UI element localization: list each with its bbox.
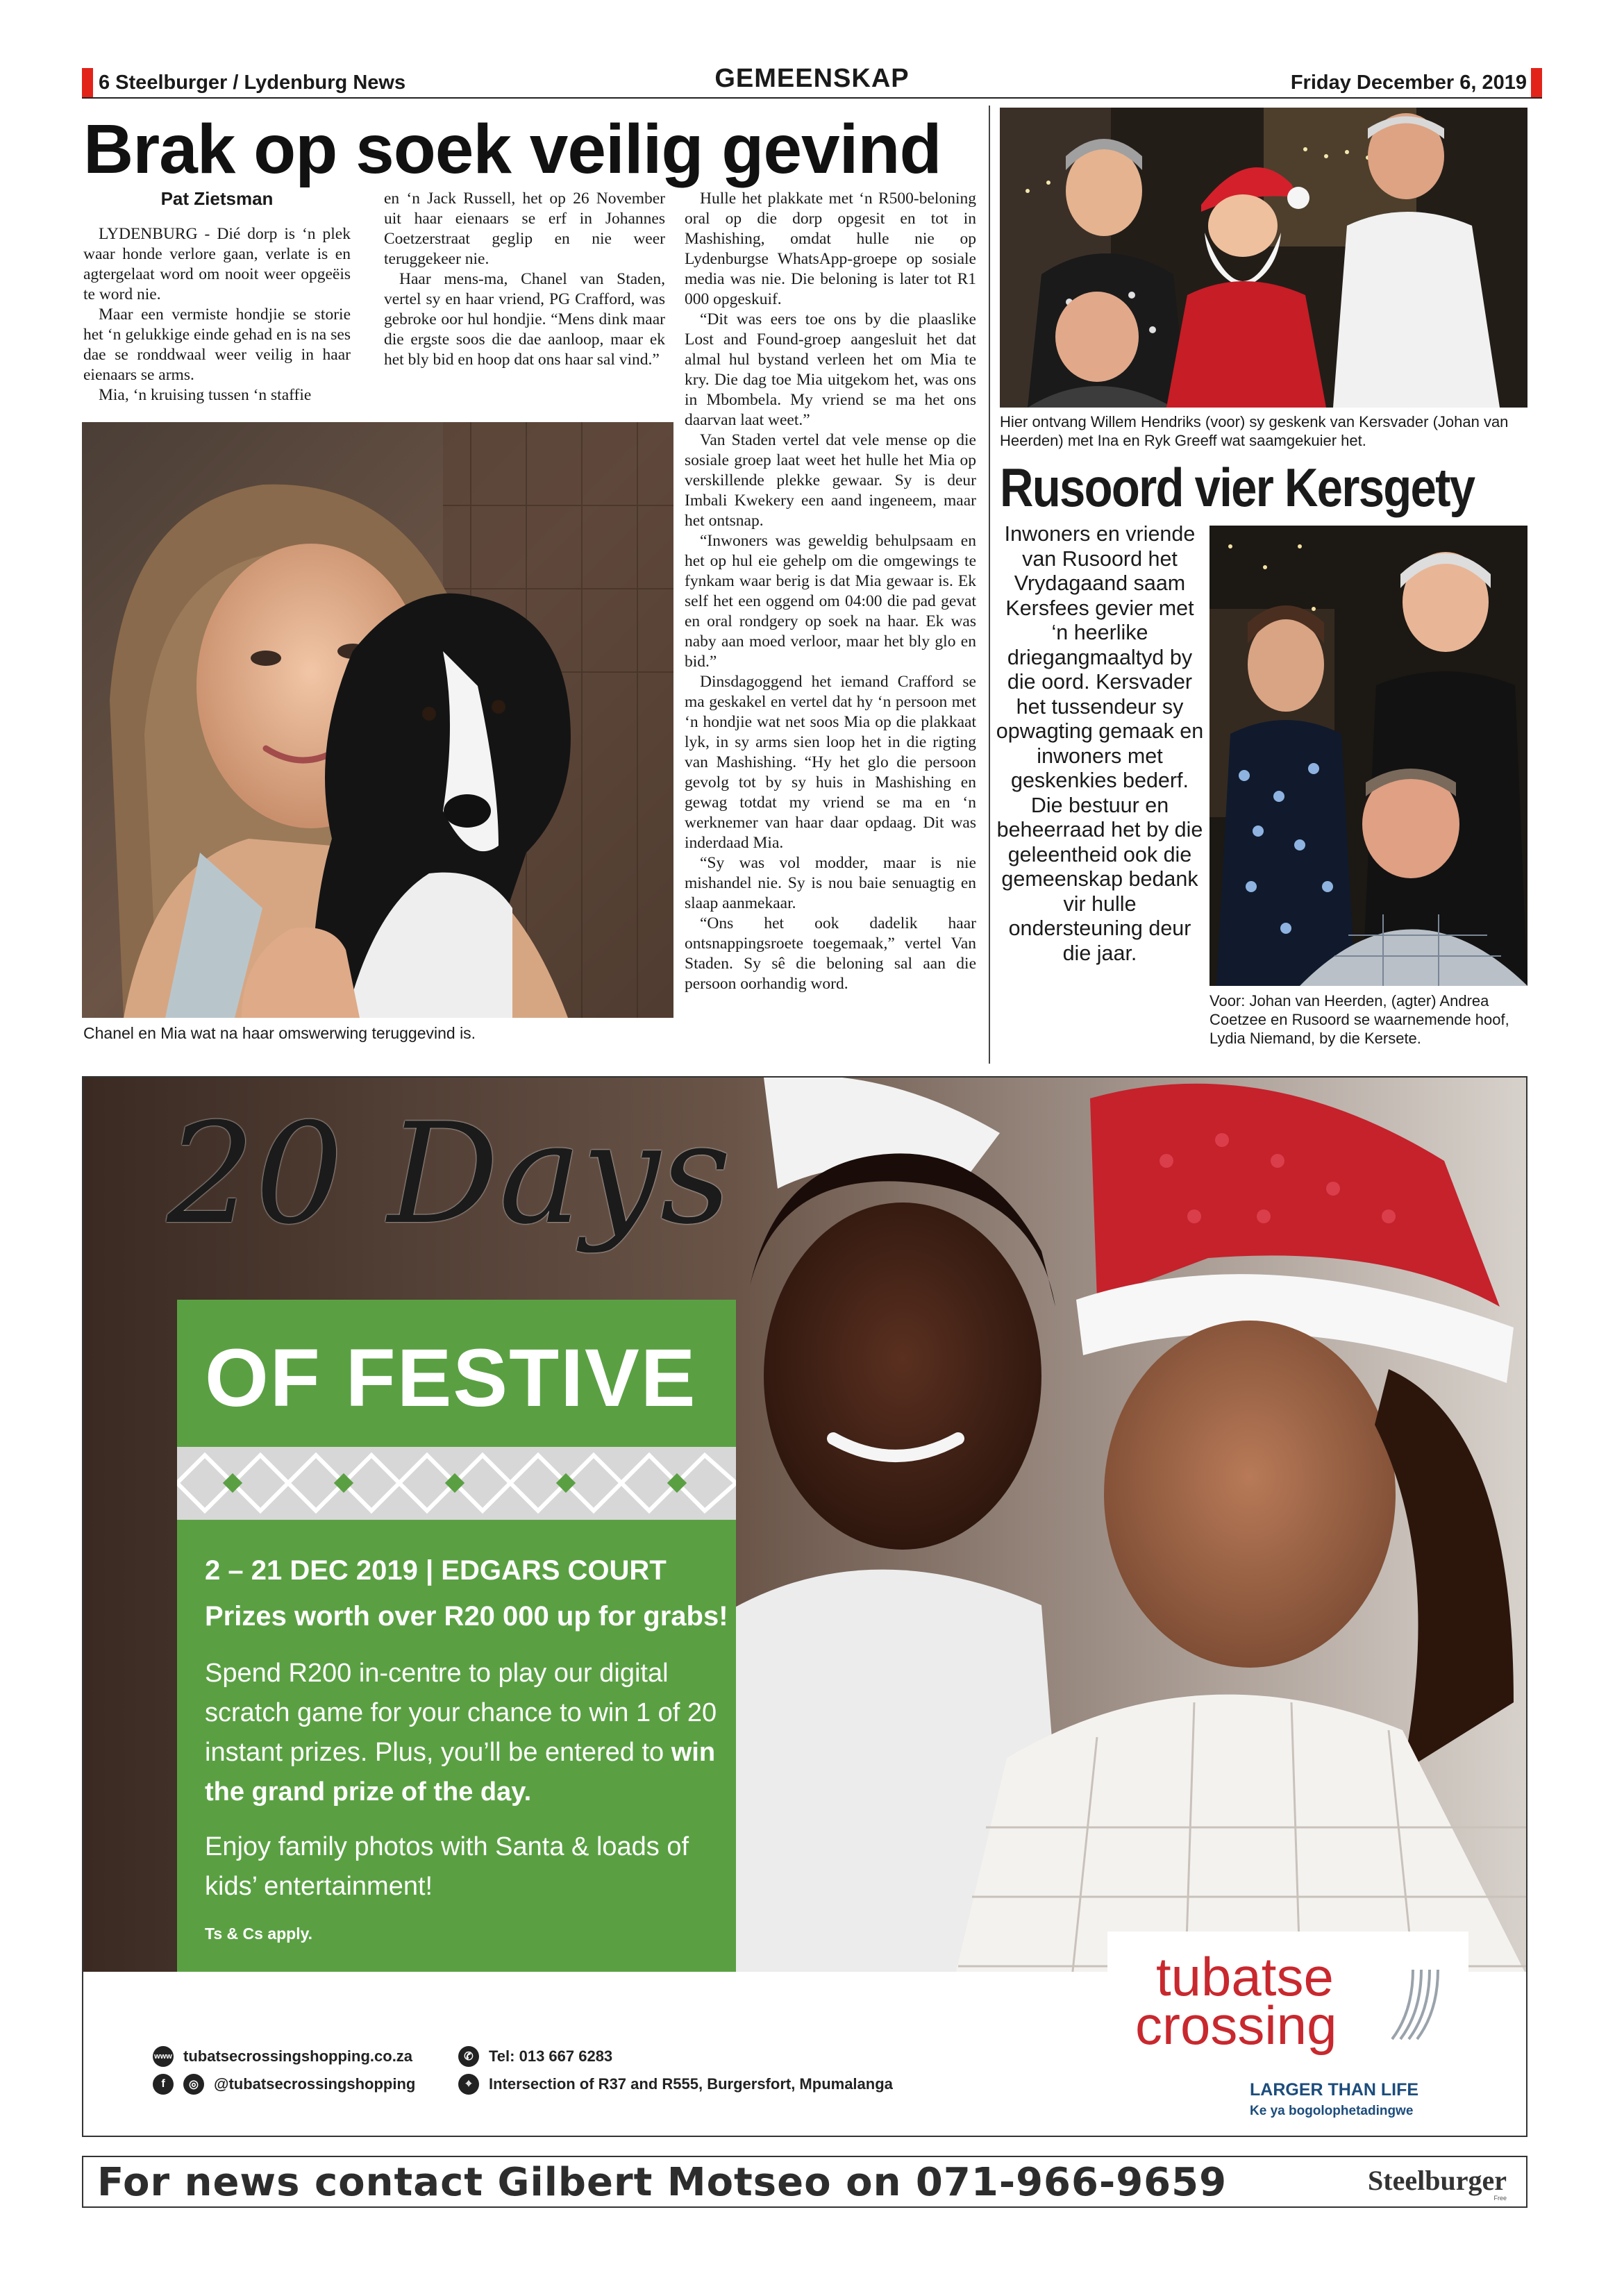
advert-body — [205, 1654, 719, 1812]
tubatse-crossing-advert[interactable] — [82, 1076, 1527, 2137]
paragraph: en ‘n Jack Russell, het op 26 November uit haar eienaars se erf in Johannes Coetzerstraat geglip en nie weer teruggekeer nie. — [384, 190, 665, 268]
location-pin-icon: ⌖ — [458, 2074, 479, 2095]
advert-address-text: Intersection of R37 and R555, Burgersfort, Mpumalanga — [489, 2075, 893, 2093]
paragraph: LYDENBURG - Dié dorp is ‘n plek waar honde verlore gaan, verlate is en agtergelaat word om nooit weer opgeëis te word nie. — [83, 225, 351, 303]
advert-website-text: tubatsecrossingshopping.co.za — [183, 2047, 413, 2065]
advert-website[interactable] — [153, 2046, 412, 2067]
header-rule — [82, 97, 1542, 99]
tubatse-crossing-logo — [1107, 1932, 1468, 2137]
advert-social-text: @tubatsecrossingshopping — [214, 2075, 416, 2093]
advert-social[interactable] — [153, 2074, 415, 2095]
header-accent-right — [1531, 68, 1542, 97]
advert-dates: 2 – 21 DEC 2019 | EDGARS COURT — [205, 1555, 667, 1586]
paragraph: Mia, ‘n kruising tussen ‘n staffie — [99, 386, 312, 404]
brand-stripes-icon — [1385, 1970, 1441, 2046]
article-headline: Brak op soek veilig gevind — [83, 110, 941, 188]
globe-icon: www — [153, 2046, 174, 2067]
article-column-1 — [83, 189, 351, 405]
advert-festive-title: OF FESTIVE — [205, 1332, 697, 1424]
paragraph: Haar mens-ma, Chanel van Staden, vertel sy en haar vriend, PG Crafford, was gebroke oor hul hondjie. “Mens dink maar die ergste soos die dae aanloop, maar ek het bly bid en hoop dat ons haar sal vind.” — [384, 270, 665, 369]
paragraph: Dinsdagoggend het iemand Crafford se ma geskakel en vertel dat hy ‘n persoon met ‘n hondjie wat net soos Mia op die plakkaat lyk, in sy arms sien loop het in die rigting van Mashishing. “Hy het glo die persoon gevolg tot by sy huis in Mashishing en gewag totdat my vriend se ma en ‘n werknemer van haar daar opdaag. Dit was inderdaad Mia. — [685, 673, 976, 852]
photo-caption-rusoord: Voor: Johan van Heerden, (agter) Andrea Coetzee en Rusoord se waarnemende hoof, Lydia Niemand, by die Kersete. — [1209, 992, 1509, 1047]
advert-body-second: Enjoy family photos with Santa & loads of kids’ entertainment! — [205, 1832, 689, 1901]
article2-blurb: Inwoners en vriende van Rusoord het Vrydagaand saam Kersfees gevier met ‘n heerlike driegangmaaltyd by die oord. Kersvader het tussendeur sy opwagting gemaak en inwoners met geskenkies bederf. Die bestuur en beheerraad het by die geleentheid ook die gemeenskap bedank vir hulle ondersteuning deur die jaar. — [996, 522, 1204, 965]
advert-terms: Ts & Cs apply. — [205, 1925, 313, 1943]
advert-body-text: Spend R200 in-centre to play our digital scratch game for your chance to win 1 of 20 instant prizes. Plus, you’ll be entered to — [205, 1659, 717, 1767]
steelburger-logo-sub: Free — [1493, 2195, 1507, 2202]
news-contact-footer — [82, 2156, 1527, 2208]
paragraph: “Inwoners was geweldig behulpsaam en het op hul eie gehelp om die omgewings te fynkam waar berig is dat Mia gewaar is. Ek self het een oggend om 04:00 die pad gevat en oral rondgery op soek na haar. Ek was naby aan moed verloor, maar het bly glo en bid.” — [685, 532, 976, 671]
column-divider — [989, 106, 990, 1064]
advert-prize-line: Prizes worth over R20 000 up for grabs! — [205, 1601, 728, 1632]
paragraph: “Ons het ook dadelik haar ontsnappingsroete toegemaak,” vertel Van Staden. Sy sê die beloning sal aan die persoon oorhandig word. — [685, 914, 976, 993]
paragraph: “Dit was eers toe ons by die plaaslike Lost and Found-groep aangesluit het dat almal hul bystand verleen het om Mia te kry. Die dag toe Mia uitgekom het, was ons in Mbombela. My vriend se ma het ons daarvan laat weet.” — [685, 310, 976, 429]
photo-caption-chanel: Chanel en Mia wat na haar omswerwing teruggevind is. — [83, 1024, 476, 1042]
paragraph: Hulle het plakkate met ‘n R500-beloning oral op die dorp opgesit en tot in Mashishing, omdat hulle nie op Lydenburgse WhatsApp-groepe op sosiale media was nie. Die beloning is later tot R1 000 opgeskuif. — [685, 190, 976, 308]
decorative-pattern-band — [177, 1447, 736, 1520]
instagram-icon: ◎ — [183, 2074, 204, 2095]
advert-telephone-text: Tel: 013 667 6283 — [489, 2047, 613, 2065]
brand-name — [1135, 1946, 1337, 2056]
footer-contact-text: For news contact Gilbert Motseo on 071-966-9659 — [97, 2160, 1228, 2205]
advert-address — [458, 2074, 893, 2095]
steelburger-logo: Steelburger — [1368, 2165, 1507, 2196]
photo-rusoord-christmas-dinner — [1209, 526, 1527, 986]
paragraph: “Sy was vol modder, maar is nie mishandel nie. Sy is nou baie senuagtig en slaap aanmekaar. — [685, 854, 976, 912]
article2-headline: Rusoord vier Kersgety — [1000, 457, 1475, 518]
header-page-label: 6 Steelburger / Lydenburg News — [99, 72, 406, 94]
photo-santa-with-residents — [1000, 108, 1527, 408]
photo-chanel-and-mia — [82, 422, 673, 1018]
header-date: Friday December 6, 2019 — [1290, 72, 1527, 94]
brand-name-line2: crossing — [1135, 1995, 1337, 2056]
brand-tagline: LARGER THAN LIFE — [1250, 2080, 1419, 2100]
article-column-3 — [685, 189, 976, 994]
advert-body-bold: win the grand prize of the day. — [205, 1738, 716, 1807]
phone-icon: ✆ — [458, 2046, 479, 2067]
brand-name-line1: tubatse — [1156, 1946, 1334, 2007]
paragraph: Van Staden vertel dat vele mense op die sosiale groep laat weet het hulle het Mia op verskillende plekke gewaar. Sy is deur Imbali Kwekery een aand ingeneem, maar het ontsnap. — [685, 431, 976, 530]
section-title: GEMEENSKAP — [714, 64, 910, 93]
paragraph: Maar een vermiste hondjie se storie het ‘n gelukkige einde gehad en is na ses dae se ronddwaal weer veilig in haar eienaars se arms. — [83, 305, 351, 384]
facebook-icon: f — [153, 2074, 174, 2095]
advert-green-panel — [177, 1300, 736, 1997]
advert-script-title: 20 Days — [167, 1093, 732, 1255]
brand-tagline-sub: Ke ya bogolophetadingwe — [1250, 2104, 1414, 2118]
byline: Pat Zietsman — [160, 188, 274, 209]
advert-telephone[interactable] — [458, 2046, 612, 2067]
article-column-2 — [384, 189, 665, 370]
photo-caption-santa: Hier ontvang Willem Hendriks (voor) sy geskenk van Kersvader (Johan van Heerden) met Ina en Ryk Greeff wat saamgekuier het. — [1000, 413, 1509, 449]
